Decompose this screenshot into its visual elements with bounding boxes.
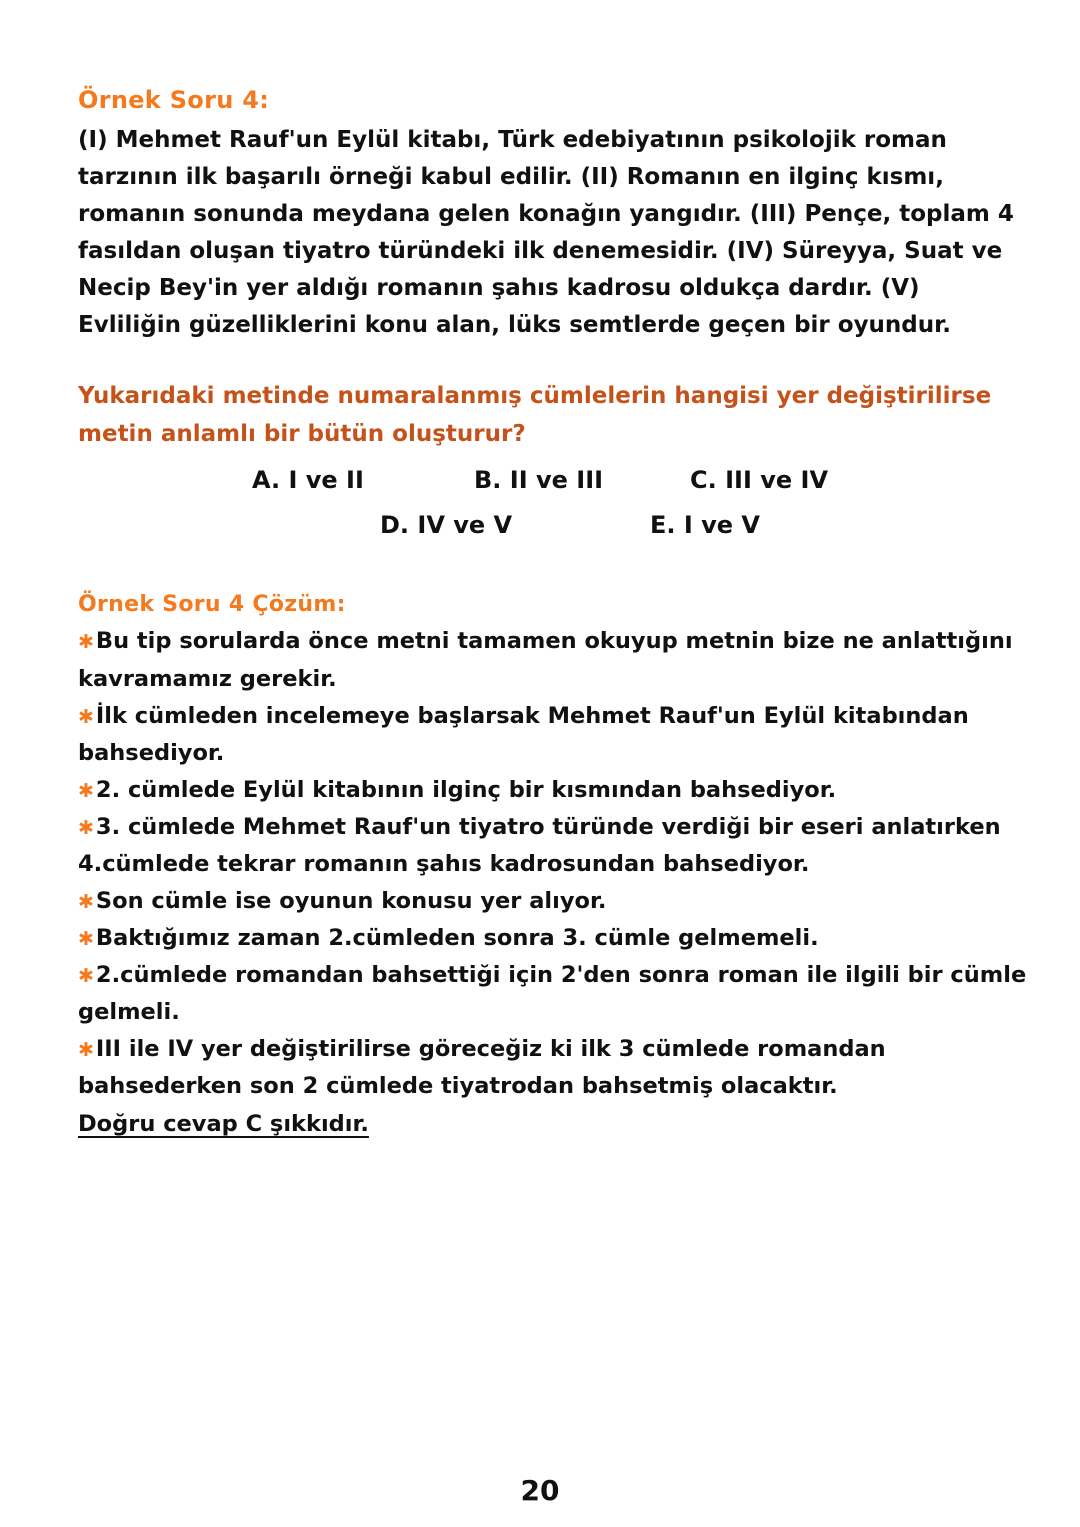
solution-line: ✱III ile IV yer değiştirilirse göreceğiz ki ilk 3 cümlede romandan: [78, 1036, 886, 1062]
solution-line: bahsediyor.: [78, 740, 225, 766]
solution-line: ✱Baktığımız zaman 2.cümleden sonra 3. cümle gelmemeli.: [78, 925, 819, 951]
solution-line: ✱Bu tip sorularda önce metni tamamen okuyup metnin bize ne anlattığını: [78, 628, 1013, 654]
solution-line: 4.cümlede tekrar romanın şahıs kadrosundan bahsediyor.: [78, 851, 810, 877]
flower-bullet-icon: ✱: [78, 706, 94, 728]
option-e: E. I ve V: [650, 511, 761, 539]
flower-bullet-icon: ✱: [78, 1039, 94, 1061]
option-a: A. I ve II: [252, 466, 364, 494]
option-d: D. IV ve V: [380, 511, 513, 539]
solution-line: ✱İlk cümleden incelemeye başlarsak Mehmet Rauf'un Eylül kitabından: [78, 703, 969, 729]
solution-line: gelmeli.: [78, 999, 180, 1025]
question-heading: Örnek Soru 4:: [78, 86, 270, 114]
correct-answer: Doğru cevap C şıkkıdır.: [78, 1111, 369, 1137]
flower-bullet-icon: ✱: [78, 817, 94, 839]
solution-line: ✱2.cümlede romandan bahsettiği için 2'den sonra roman ile ilgili bir cümle: [78, 962, 1027, 988]
solution-line: kavramamız gerekir.: [78, 666, 337, 692]
flower-bullet-icon: ✱: [78, 891, 94, 913]
option-c: C. III ve IV: [690, 466, 829, 494]
flower-bullet-icon: ✱: [78, 631, 94, 653]
option-b: B. II ve III: [474, 466, 604, 494]
flower-bullet-icon: ✱: [78, 928, 94, 950]
solution-line: ✱Son cümle ise oyunun konusu yer alıyor.: [78, 888, 607, 914]
flower-bullet-icon: ✱: [78, 780, 94, 802]
solution-line: ✱2. cümlede Eylül kitabının ilginç bir kısmından bahsediyor.: [78, 777, 837, 803]
page-number: 20: [520, 1474, 560, 1507]
question-passage: (I) Mehmet Rauf'un Eylül kitabı, Türk edebiyatının psikolojik roman tarzının ilk başarılı örneği kabul edilir. (II) Romanın en ilginç kısmı, romanın sonunda meydana gelen konağın yangıdır. (III) Pençe, toplam 4 fasıldan oluşan tiyatro türündeki ilk denemesidir. (IV) Süreyya, Suat ve Necip Bey'in yer aldığı romanın şahıs kadrosu oldukça dardır. (V) Evliliğin güzelliklerini konu alan, lüks semtlerde geçen bir oyundur.: [78, 127, 1014, 338]
flower-bullet-icon: ✱: [78, 965, 94, 987]
solution-heading: Örnek Soru 4 Çözüm:: [78, 592, 346, 617]
solution-line: ✱3. cümlede Mehmet Rauf'un tiyatro türünde verdiği bir eseri anlatırken: [78, 814, 1001, 840]
question-prompt: Yukarıdaki metinde numaralanmış cümlelerin hangisi yer değiştirilirse metin anlamlı bir bütün oluşturur?: [78, 383, 992, 447]
solution-line: bahsederken son 2 cümlede tiyatrodan bahsetmiş olacaktır.: [78, 1073, 838, 1099]
